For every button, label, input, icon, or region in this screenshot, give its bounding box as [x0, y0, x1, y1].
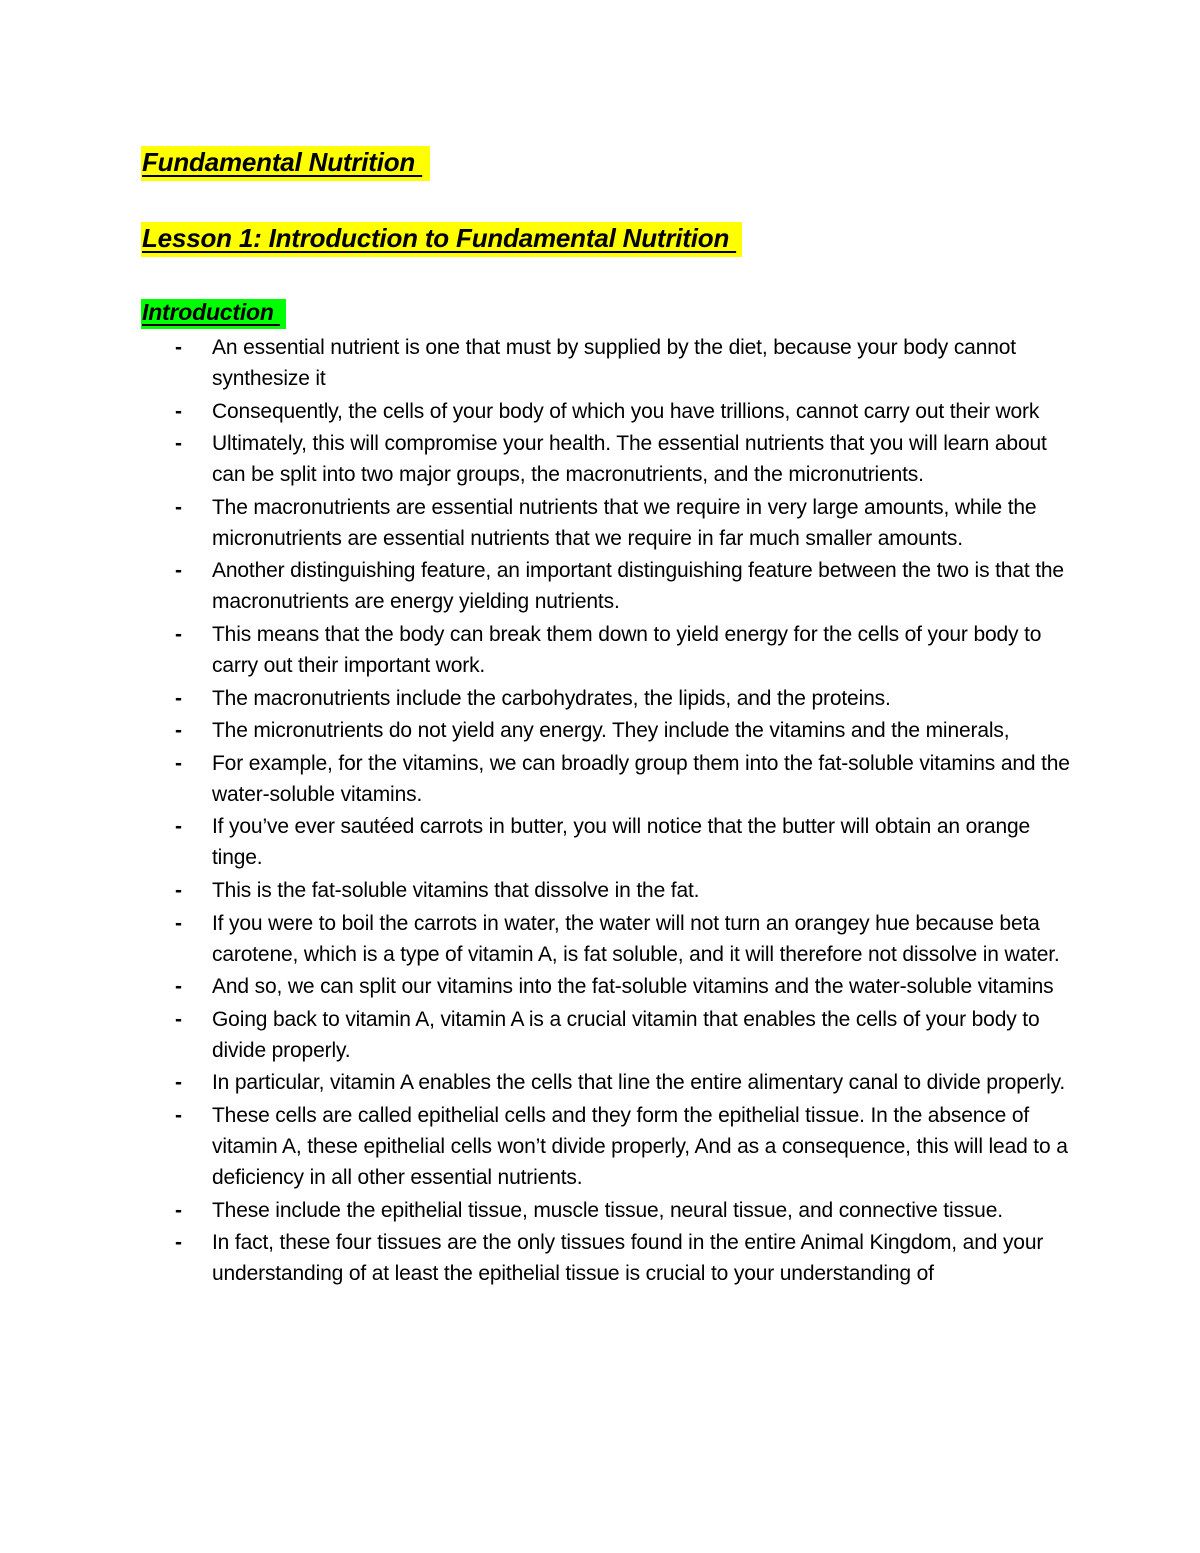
list-item [0, 396, 1082, 427]
list-item [0, 683, 1082, 714]
bullet-dash: - [175, 815, 182, 839]
bullet-dash: - [175, 1103, 182, 1127]
bullet-dash: - [175, 878, 182, 902]
bullet-dash: - [175, 1198, 182, 1222]
bullet-text: The macronutrients are essential nutrients that we require in very large amounts, while the micronutrients are essential nutrients that we require in far much smaller amounts. [212, 495, 1037, 550]
document-title: Fundamental Nutrition [141, 146, 430, 181]
bullet-text: Going back to vitamin A, vitamin A is a crucial vitamin that enables the cells of your body to divide properly. [212, 1007, 1040, 1062]
bullet-list [0, 332, 1200, 1291]
list-item [0, 1004, 1082, 1066]
lesson-title: Lesson 1: Introduction to Fundamental Nutrition [141, 222, 742, 257]
section-title: Introduction [141, 299, 286, 329]
list-item [0, 428, 1082, 490]
list-item [0, 875, 1082, 906]
bullet-dash: - [175, 336, 182, 359]
bullet-text: This is the fat-soluble vitamins that dissolve in the fat. [212, 878, 700, 902]
list-item [0, 971, 1082, 1002]
bullet-text: In particular, vitamin A enables the cells that line the entire alimentary canal to divide properly. [212, 1071, 1066, 1095]
list-item [0, 1100, 1082, 1193]
bullet-dash: - [175, 686, 182, 710]
bullet-text: These include the epithelial tissue, muscle tissue, neural tissue, and connective tissue. [212, 1198, 1003, 1222]
list-item [0, 1227, 1082, 1289]
bullet-dash: - [175, 1231, 182, 1255]
list-item [0, 555, 1082, 617]
bullet-dash: - [175, 719, 182, 743]
bullet-text: These cells are called epithelial cells and they form the epithelial tissue. In the absence of vitamin A, these epithelial cells won’t divide properly, And as a consequence, this will lead to a deficiency in all other essential nutrients. [212, 1103, 1068, 1189]
bullet-dash: - [175, 495, 182, 519]
list-item [0, 492, 1082, 554]
bullet-text: The micronutrients do not yield any energy. They include the vitamins and the minerals, [212, 719, 1010, 743]
bullet-dash: - [175, 622, 182, 646]
bullet-text: This means that the body can break them down to yield energy for the cells of your body to carry out their important work. [212, 622, 1042, 677]
bullet-text: In fact, these four tissues are the only tissues found in the entire Animal Kingdom, and your understanding of at least the epithelial tissue is crucial to your understanding of [212, 1231, 1044, 1286]
list-item [0, 811, 1082, 873]
bullet-text: If you were to boil the carrots in water, the water will not turn an orangey hue because beta carotene, which is a type of vitamin A, is fat soluble, and it will therefore not dissolve in water. [212, 911, 1060, 966]
bullet-dash: - [175, 1007, 182, 1031]
bullet-text: The macronutrients include the carbohydrates, the lipids, and the proteins. [212, 686, 891, 710]
bullet-text: An essential nutrient is one that must by supplied by the diet, because your body cannot synthesize it [212, 336, 1016, 390]
bullet-text: If you’ve ever sautéed carrots in butter, you will notice that the butter will obtain an orange tinge. [212, 815, 1031, 870]
bullet-dash: - [175, 1071, 182, 1095]
bullet-dash: - [175, 975, 182, 999]
list-item [0, 908, 1082, 970]
bullet-dash: - [175, 399, 182, 423]
bullet-text: And so, we can split our vitamins into the fat-soluble vitamins and the water-soluble vitamins [212, 975, 1054, 999]
list-item [0, 332, 1082, 394]
bullet-dash: - [175, 751, 182, 775]
bullet-text: For example, for the vitamins, we can broadly group them into the fat-soluble vitamins and the water-soluble vitamins. [212, 751, 1070, 806]
bullet-dash: - [175, 559, 182, 583]
bullet-dash: - [175, 911, 182, 935]
list-item [0, 715, 1082, 746]
list-item [0, 1067, 1082, 1098]
list-item [0, 748, 1082, 810]
bullet-dash: - [175, 432, 182, 456]
bullet-text: Ultimately, this will compromise your health. The essential nutrients that you will learn about can be split into two major groups, the macronutrients, and the micronutrients. [212, 432, 1047, 487]
list-item [0, 619, 1082, 681]
list-item [0, 1195, 1082, 1226]
bullet-text: Another distinguishing feature, an important distinguishing feature between the two is that the macronutrients are energy yielding nutrients. [212, 559, 1064, 614]
bullet-text: Consequently, the cells of your body of which you have trillions, cannot carry out their work [212, 399, 1040, 423]
